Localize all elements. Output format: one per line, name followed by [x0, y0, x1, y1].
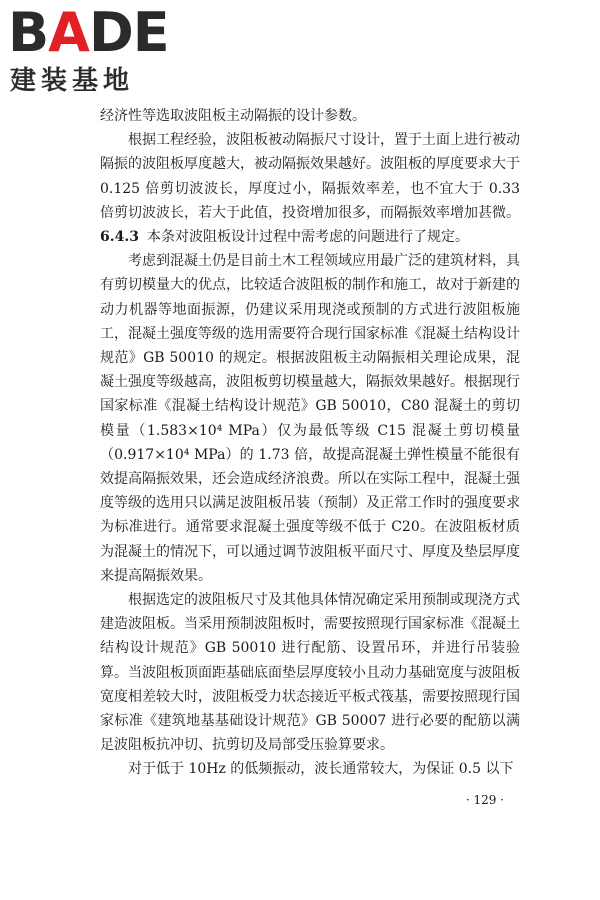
logo-wordmark: BADE	[8, 1, 169, 64]
section-paragraph	[100, 225, 520, 249]
page-number: · 129 ·	[465, 793, 504, 807]
logo-subtitle: 建装基地	[10, 66, 135, 96]
section-text: 本条对波阻板设计过程中需考虑的问题进行了规定。	[146, 229, 469, 246]
paragraph: 根据工程经验，波阻板被动隔振尺寸设计，置于土面上进行被动隔振的波阻板厚度越大，被动隔振效果越好。波阻板的厚度要求大于 0.125 倍剪切波波长，厚度过小，隔振效率差，也不宜大于 0.33 倍剪切波波长，若大于此值，投资增加很多，而隔振效率增加甚微。	[100, 132, 520, 221]
document-body	[100, 104, 520, 782]
bade-logo	[8, 1, 178, 96]
paragraph: 考虑到混凝土仍是目前土木工程领域应用最广泛的建筑材料，具有剪切模量大的优点，比较适合波阻板的制作和施工，故对于新建的动力机器等地面振源，仍建议采用现浇或预制的方式进行波阻板施工，混凝土强度等级的选用需要符合现行国家标准《混凝土结构设计规范》GB 50010 的规定。根据波阻板主动隔振相关理论成果，混凝土强度等级越高，波阻板剪切模量越大，隔振效果越好。根据现行国家标准《混凝土结构设计规范》GB 50010，C80 混凝土的剪切模量（1.583×10⁴ MPa）仅为最低等级 C15 混凝土剪切模量（0.917×10⁴ MPa）的 1.73 倍，故提高混凝土弹性模量不能很有效提高隔振效果，还会造成经济浪费。所以在实际工程中，混凝土强度等级的选用只以满足波阻板吊装（预制）及正常工作时的强度要求为标准进行。通常要求混凝土强度等级不低于 C20。在波阻板材质为混凝土的情况下，可以通过调节波阻板平面尺寸、厚度及垫层厚度来提高隔振效果。	[100, 253, 520, 584]
paragraph: 经济性等选取波阻板主动隔振的设计参数。	[100, 108, 366, 124]
paragraph: 根据选定的波阻板尺寸及其他具体情况确定采用预制或现浇方式建造波阻板。当采用预制波阻板时，需要按照现行国家标准《混凝土结构设计规范》GB 50010 进行配筋、设置吊环，并进行吊装验算。当波阻板顶面距基础底面垫层厚度较小且动力基础宽度与波阻板宽度相差较大时，波阻板受力状态接近平板式筏基，需要按照现行国家标准《建筑地基基础设计规范》GB 50007 进行必要的配筋以满足波阻板抗冲切、抗剪切及局部受压验算要求。	[100, 592, 520, 754]
section-number: 6.4.3	[100, 229, 139, 246]
paragraph: 对于低于 10Hz 的低频振动，波长通常较大，为保证 0.5 以下	[128, 761, 514, 778]
